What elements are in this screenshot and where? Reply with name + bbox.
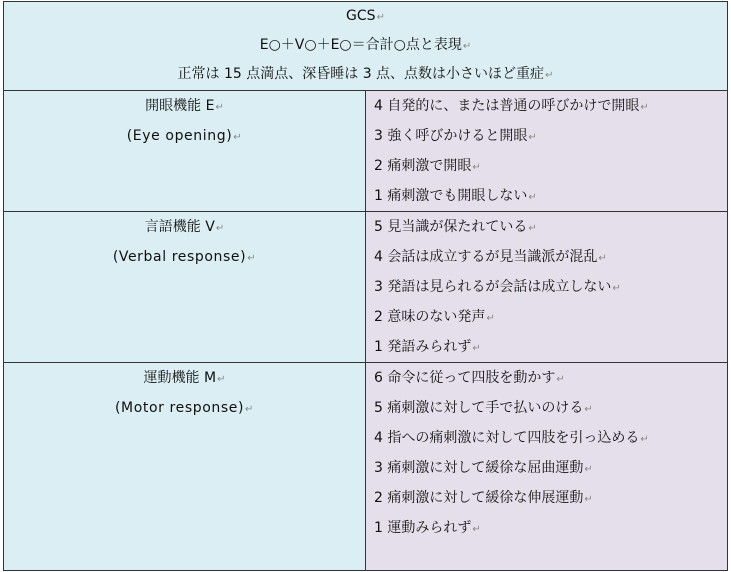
header-formula: E○＋V○＋E○＝合計○点と表現 <box>259 37 462 53</box>
return-mark-icon: ↵ <box>556 374 565 385</box>
items-cell-motor <box>366 363 728 571</box>
list-item <box>372 151 727 181</box>
category-cell-eye <box>4 91 366 212</box>
item-text: 2 痛刺激で開眼 <box>374 158 472 174</box>
return-mark-icon: ↵ <box>528 192 537 203</box>
category-name-line <box>4 91 365 121</box>
header-title-line <box>4 2 727 31</box>
header-row <box>4 2 728 91</box>
category-name: 運動機能 M <box>143 370 217 386</box>
item-text: 6 命令に従って四肢を動かす <box>374 370 556 386</box>
item-text: 2 意味のない発声 <box>374 309 486 325</box>
item-text: 3 発語は見られるが会話は成立しない <box>374 279 612 295</box>
category-english-line <box>4 121 365 151</box>
return-mark-icon: ↵ <box>612 283 621 294</box>
category-english-line <box>4 242 365 272</box>
return-mark-icon: ↵ <box>472 524 481 535</box>
list-item <box>372 181 727 211</box>
header-note: 正常は 15 点満点、深昏睡は 3 点、点数は小さいほど重症 <box>177 66 545 82</box>
return-mark-icon: ↵ <box>640 102 649 113</box>
return-mark-icon: ↵ <box>486 313 495 324</box>
item-text: 1 発語みられず <box>374 339 472 355</box>
return-mark-icon: ↵ <box>584 494 593 505</box>
item-text: 5 見当識が保たれている <box>374 219 528 235</box>
list-item <box>372 121 727 151</box>
item-text: 4 自発的に、または普通の呼びかけで開眼 <box>374 98 640 114</box>
return-mark-icon: ↵ <box>528 223 537 234</box>
list-item <box>372 272 727 302</box>
category-english: (Verbal response) <box>112 249 247 265</box>
list-item <box>372 242 727 272</box>
return-mark-icon: ↵ <box>247 253 257 264</box>
category-name: 言語機能 V <box>144 219 215 235</box>
return-mark-icon: ↵ <box>472 343 481 354</box>
category-name: 開眼機能 E <box>145 98 215 114</box>
return-mark-icon: ↵ <box>245 404 254 415</box>
header-title: GCS <box>346 8 376 24</box>
list-item <box>372 91 727 121</box>
item-text: 3 強く呼びかけると開眼 <box>374 128 528 144</box>
item-text: 4 会話は成立するが見当識派が混乱 <box>374 249 598 265</box>
list-item <box>372 212 727 242</box>
return-mark-icon: ↵ <box>233 132 243 143</box>
return-mark-icon: ↵ <box>217 374 226 385</box>
return-mark-icon: ↵ <box>584 404 593 415</box>
return-mark-icon: ↵ <box>584 464 593 475</box>
list-item <box>372 363 727 393</box>
item-text: 4 指への痛刺激に対して四肢を引っ込める <box>374 430 640 446</box>
return-mark-icon: ↵ <box>640 434 649 445</box>
return-mark-icon: ↵ <box>598 253 607 264</box>
category-cell-verbal <box>4 212 366 363</box>
list-item <box>372 332 727 362</box>
list-item <box>372 302 727 332</box>
list-item <box>372 453 727 483</box>
list-item <box>372 393 727 423</box>
header-cell <box>4 2 728 91</box>
category-name-line <box>4 212 365 242</box>
return-mark-icon: ↵ <box>215 102 224 113</box>
table-row-eye <box>4 91 728 212</box>
list-item <box>372 483 727 513</box>
item-text: 1 運動みられず <box>374 520 472 536</box>
category-english-line <box>4 393 365 423</box>
category-english: (Eye opening) <box>126 128 233 144</box>
header-formula-line <box>4 31 727 60</box>
return-mark-icon: ↵ <box>528 132 537 143</box>
category-english: (Motor response) <box>114 400 245 416</box>
item-text: 5 痛刺激に対して手で払いのける <box>374 400 584 416</box>
category-name-line <box>4 363 365 393</box>
table-row-motor <box>4 363 728 571</box>
item-text: 1 痛刺激でも開眼しない <box>374 188 528 204</box>
return-mark-icon: ↵ <box>376 12 385 23</box>
return-mark-icon: ↵ <box>545 70 554 81</box>
category-cell-motor <box>4 363 366 571</box>
return-mark-icon: ↵ <box>215 223 225 234</box>
table-row-verbal <box>4 212 728 363</box>
list-item <box>372 423 727 453</box>
items-cell-verbal <box>366 212 728 363</box>
return-mark-icon: ↵ <box>462 41 472 52</box>
gcs-table <box>3 1 728 571</box>
items-cell-eye <box>366 91 728 212</box>
item-text: 3 痛刺激に対して緩徐な屈曲運動 <box>374 460 584 476</box>
header-note-line <box>4 60 727 89</box>
return-mark-icon: ↵ <box>472 162 481 173</box>
item-text: 2 痛刺激に対して緩徐な伸展運動 <box>374 490 584 506</box>
list-item <box>372 513 727 543</box>
